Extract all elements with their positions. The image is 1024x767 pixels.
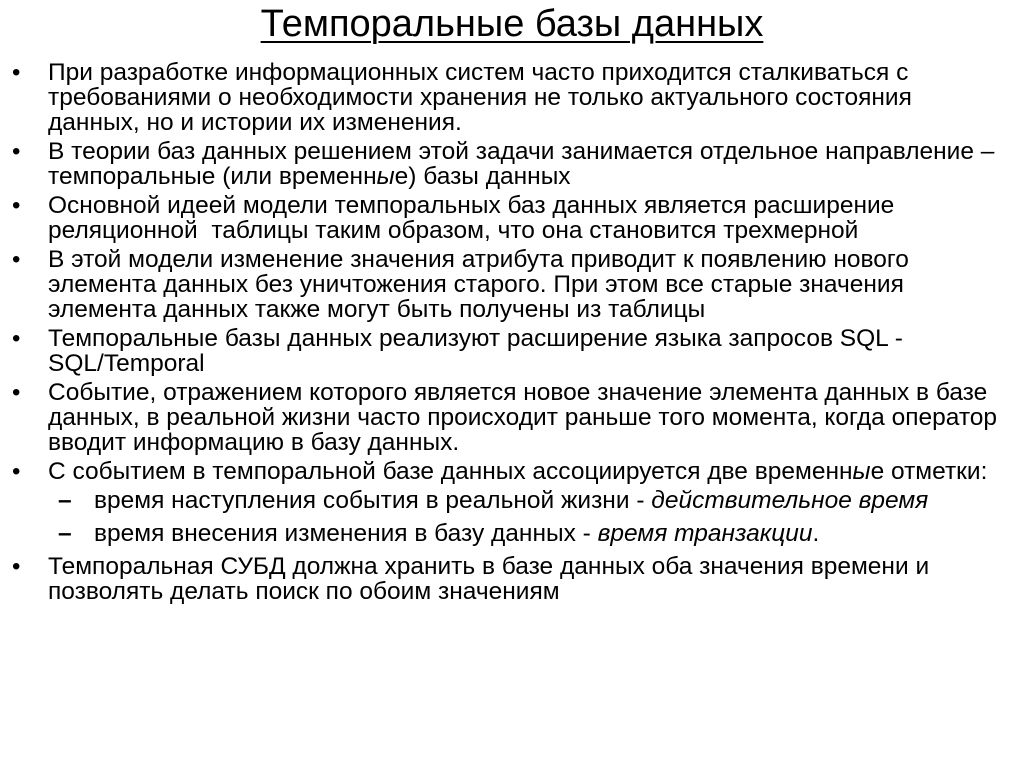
bullet-marker: • xyxy=(12,59,21,86)
bullet-item-7 xyxy=(0,459,1024,484)
dash-marker: – xyxy=(58,520,72,547)
sub-item-2 xyxy=(0,521,1024,546)
bullet-text-part: С событием в темпоральной базе данных ассоциируется две временн xyxy=(48,458,853,485)
bullet-item-2 xyxy=(0,139,1024,189)
sub-item-text-italic: действительное время xyxy=(651,487,929,514)
bullet-text: В этой модели изменение значения атрибута приводит к появлению нового элемента данных без уничтожения старого. При этом все старые значения элемента данных также могут быть получены из таблицы xyxy=(48,246,909,323)
bullet-item-4 xyxy=(0,247,1024,322)
bullet-item-5 xyxy=(0,326,1024,376)
bullet-text xyxy=(48,138,994,190)
bullet-item-6 xyxy=(0,380,1024,455)
bullet-text-part: В теории баз данных решением этой задачи занимается отдельное направление – темпоральные (или временн xyxy=(48,138,995,190)
sub-item-text-italic: время транзакции xyxy=(597,520,813,547)
bullet-text-italic: ы xyxy=(376,163,395,190)
bullet-marker: • xyxy=(12,458,21,485)
bullet-text: Темпоральные базы данных реализуют расширение языка запросов SQL - SQL/Temporal xyxy=(48,325,903,377)
bullet-text-part: е) базы данных xyxy=(394,163,571,190)
bullet-text-part: е отметки: xyxy=(870,458,988,485)
bullet-marker: • xyxy=(12,379,21,406)
sub-item-text-tail: . xyxy=(812,520,820,547)
bullet-marker: • xyxy=(12,192,21,219)
sub-item-text-part: время наступления события в реальной жизни - xyxy=(94,487,652,514)
dash-marker: – xyxy=(58,487,72,514)
slide-title: Темпоральные базы данных xyxy=(260,3,764,45)
bullet-text: Событие, отражением которого является новое значение элемента данных в базе данных, в реальной жизни часто происходит раньше того момента, когда оператор вводит информацию в базу данных. xyxy=(48,379,998,456)
bullet-text xyxy=(48,458,987,485)
bullet-item-8 xyxy=(0,554,1024,604)
bullet-marker: • xyxy=(12,325,21,352)
bullet-list xyxy=(0,60,1024,608)
sub-item-text xyxy=(94,487,928,514)
bullet-marker: • xyxy=(12,246,21,273)
bullet-marker: • xyxy=(12,138,21,165)
bullet-text: При разработке информационных систем часто приходится сталкиваться с требованиями о необходимости хранения не только актуального состояния данных, но и истории их изменения. xyxy=(48,59,912,136)
bullet-text-italic: ы xyxy=(852,458,871,485)
bullet-item-3 xyxy=(0,193,1024,243)
bullet-marker: • xyxy=(12,553,21,580)
sub-item-1 xyxy=(0,488,1024,513)
sub-item-text xyxy=(94,520,819,547)
bullet-item-1 xyxy=(0,60,1024,135)
sub-item-text-part: время внесения изменения в базу данных - xyxy=(94,520,598,547)
bullet-text: Темпоральная СУБД должна хранить в базе данных оба значения времени и позволять делать поиск по обоим значениям xyxy=(48,553,930,605)
bullet-text: Основной идеей модели темпоральных баз данных является расширение реляционной таблицы таким образом, что она становится трехмерной xyxy=(48,192,902,244)
